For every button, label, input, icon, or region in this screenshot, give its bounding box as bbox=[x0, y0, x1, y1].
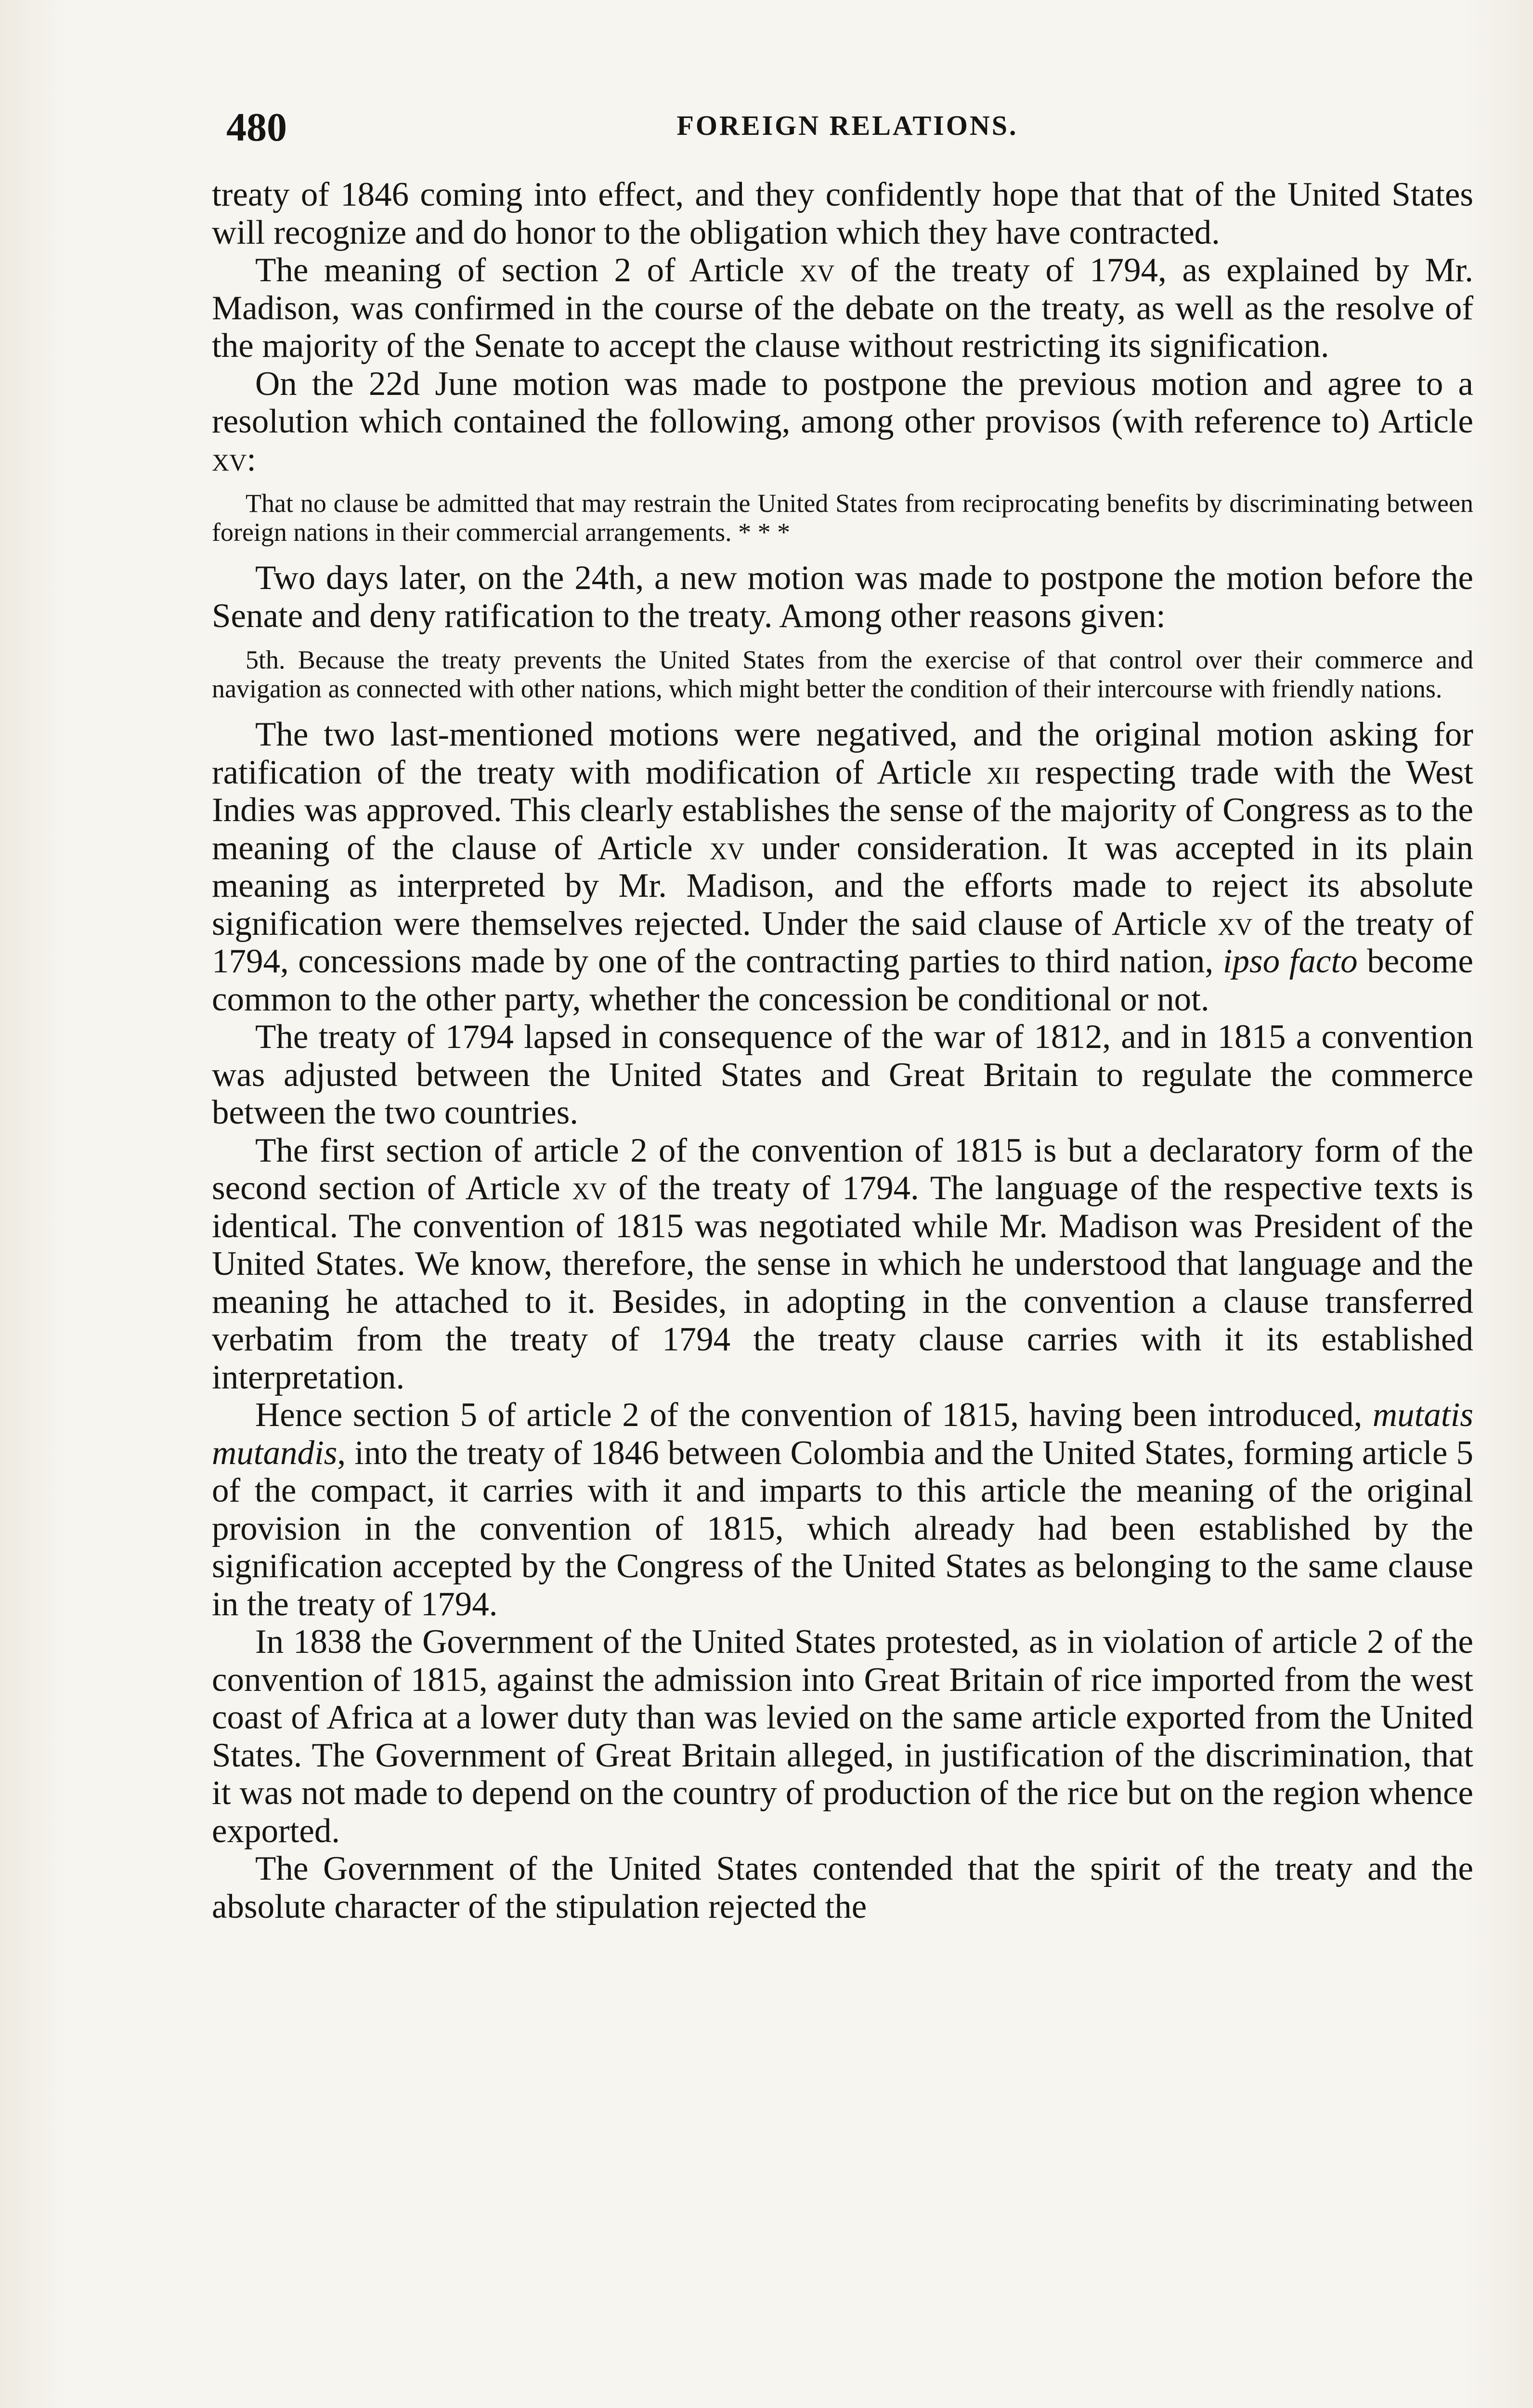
page-body bbox=[212, 176, 1473, 1925]
text-run: of the treaty of 1794, as explained by Mr. Madison, was confirmed in the course of the debate on the treaty, as well as the resolve of the majority of the Senate to accept the clause without restricting its signification. bbox=[212, 251, 1474, 365]
roman-numeral: xv bbox=[800, 251, 835, 289]
text-run: The first section of article 2 of the convention of 1815 is but a declaratory form of the second section of Article bbox=[212, 1131, 1473, 1207]
latin-phrase: mutatis mutandis bbox=[212, 1396, 1473, 1472]
paragraph: The Government of the United States contended that the spirit of the treaty and the absolute character of the stipulation rejected the bbox=[212, 1850, 1473, 1925]
text-run: The meaning of section 2 of Article bbox=[255, 251, 800, 289]
roman-numeral: xii bbox=[987, 753, 1020, 791]
roman-numeral: xv bbox=[710, 829, 745, 867]
text-run: : bbox=[247, 440, 256, 478]
roman-numeral: xv bbox=[212, 440, 247, 478]
page-header bbox=[226, 104, 1468, 161]
text-run: On the 22d June motion was made to postpone the previous motion and agree to a resolution which contained the following, among other provisos (with reference to) Article bbox=[212, 365, 1473, 440]
paragraph bbox=[212, 1396, 1473, 1623]
paragraph bbox=[212, 716, 1473, 1018]
text-run: respecting trade with the West Indies was approved. This clearly establishes the sense of the majority of Congress as to the meaning of the clause of Article bbox=[212, 753, 1473, 867]
roman-numeral: xv bbox=[1218, 904, 1253, 942]
text-run: of the treaty of 1794. The language of the respective texts is identical. The convention of 1815 was negotiated while Mr. Madison was President of the United States. We know, therefore, the sense in which he understood that language and the meaning he attached to it. Besides, in adopting in the convention a clause transferred verbatim from the treaty of 1794 the treaty clause carries with it its established interpretation. bbox=[212, 1169, 1473, 1396]
text-run: under consideration. It was accepted in its plain meaning as interpreted by Mr. Madison, and the efforts made to reject its absolute signification were themselves rejected. Under the said clause of Article bbox=[212, 829, 1473, 942]
paragraph: In 1838 the Government of the United States protested, as in violation of article 2 of the convention of 1815, against the admission into Great Britain of rice imported from the west coast of Africa at a lower duty than was levied on the same article exported from the United States. The Government of Great Britain alleged, in justification of the discrimination, that it was not made to depend on the country of production of the rice but on the region whence exported. bbox=[212, 1623, 1473, 1850]
latin-phrase: ipso facto bbox=[1222, 942, 1358, 980]
text-run: of the treaty of 1794, concessions made by one of the contracting parties to third nation, bbox=[212, 904, 1473, 980]
text-run: become common to the other party, whether the concession be conditional or not. bbox=[212, 942, 1473, 1018]
paragraph bbox=[212, 1132, 1473, 1397]
paragraph-continued: treaty of 1846 coming into effect, and they confidently hope that that of the United States will recognize and do honor to the obligation which they have contracted. bbox=[212, 176, 1473, 251]
text-run: Hence section 5 of article 2 of the convention of 1815, having been introduced, bbox=[255, 1396, 1373, 1434]
text-run: The two last-mentioned motions were negatived, and the original motion asking for ratification of the treaty with modification of Article bbox=[212, 716, 1473, 791]
running-head: FOREIGN RELATIONS. bbox=[676, 110, 1018, 141]
block-quote: 5th. Because the treaty prevents the United States from the exercise of that control over their commerce and navigation as connected with other nations, which might better the condition of their intercourse with friendly nations. bbox=[212, 645, 1473, 703]
paragraph: Two days later, on the 24th, a new motion was made to postpone the motion before the Senate and deny ratification to the treaty. Among other reasons given: bbox=[212, 559, 1473, 635]
page-number: 480 bbox=[226, 105, 287, 150]
text-run: , into the treaty of 1846 between Colombia and the United States, forming article 5 of the compact, it carries with it and imparts to this article the meaning of the original provision in the convention of 1815, which already had been established by the signification accepted by the Congress of the United States as belonging to the same clause in the treaty of 1794. bbox=[212, 1434, 1473, 1623]
paragraph bbox=[212, 365, 1473, 479]
paragraph bbox=[212, 251, 1473, 365]
block-quote: That no clause be admitted that may restrain the United States from reciprocating benefits by discriminating between foreign nations in their commercial arrangements. * * * bbox=[212, 489, 1473, 547]
paragraph: The treaty of 1794 lapsed in consequence of the war of 1812, and in 1815 a convention was adjusted between the United States and Great Britain to regulate the commerce between the two countries. bbox=[212, 1018, 1473, 1131]
roman-numeral: xv bbox=[572, 1169, 607, 1207]
